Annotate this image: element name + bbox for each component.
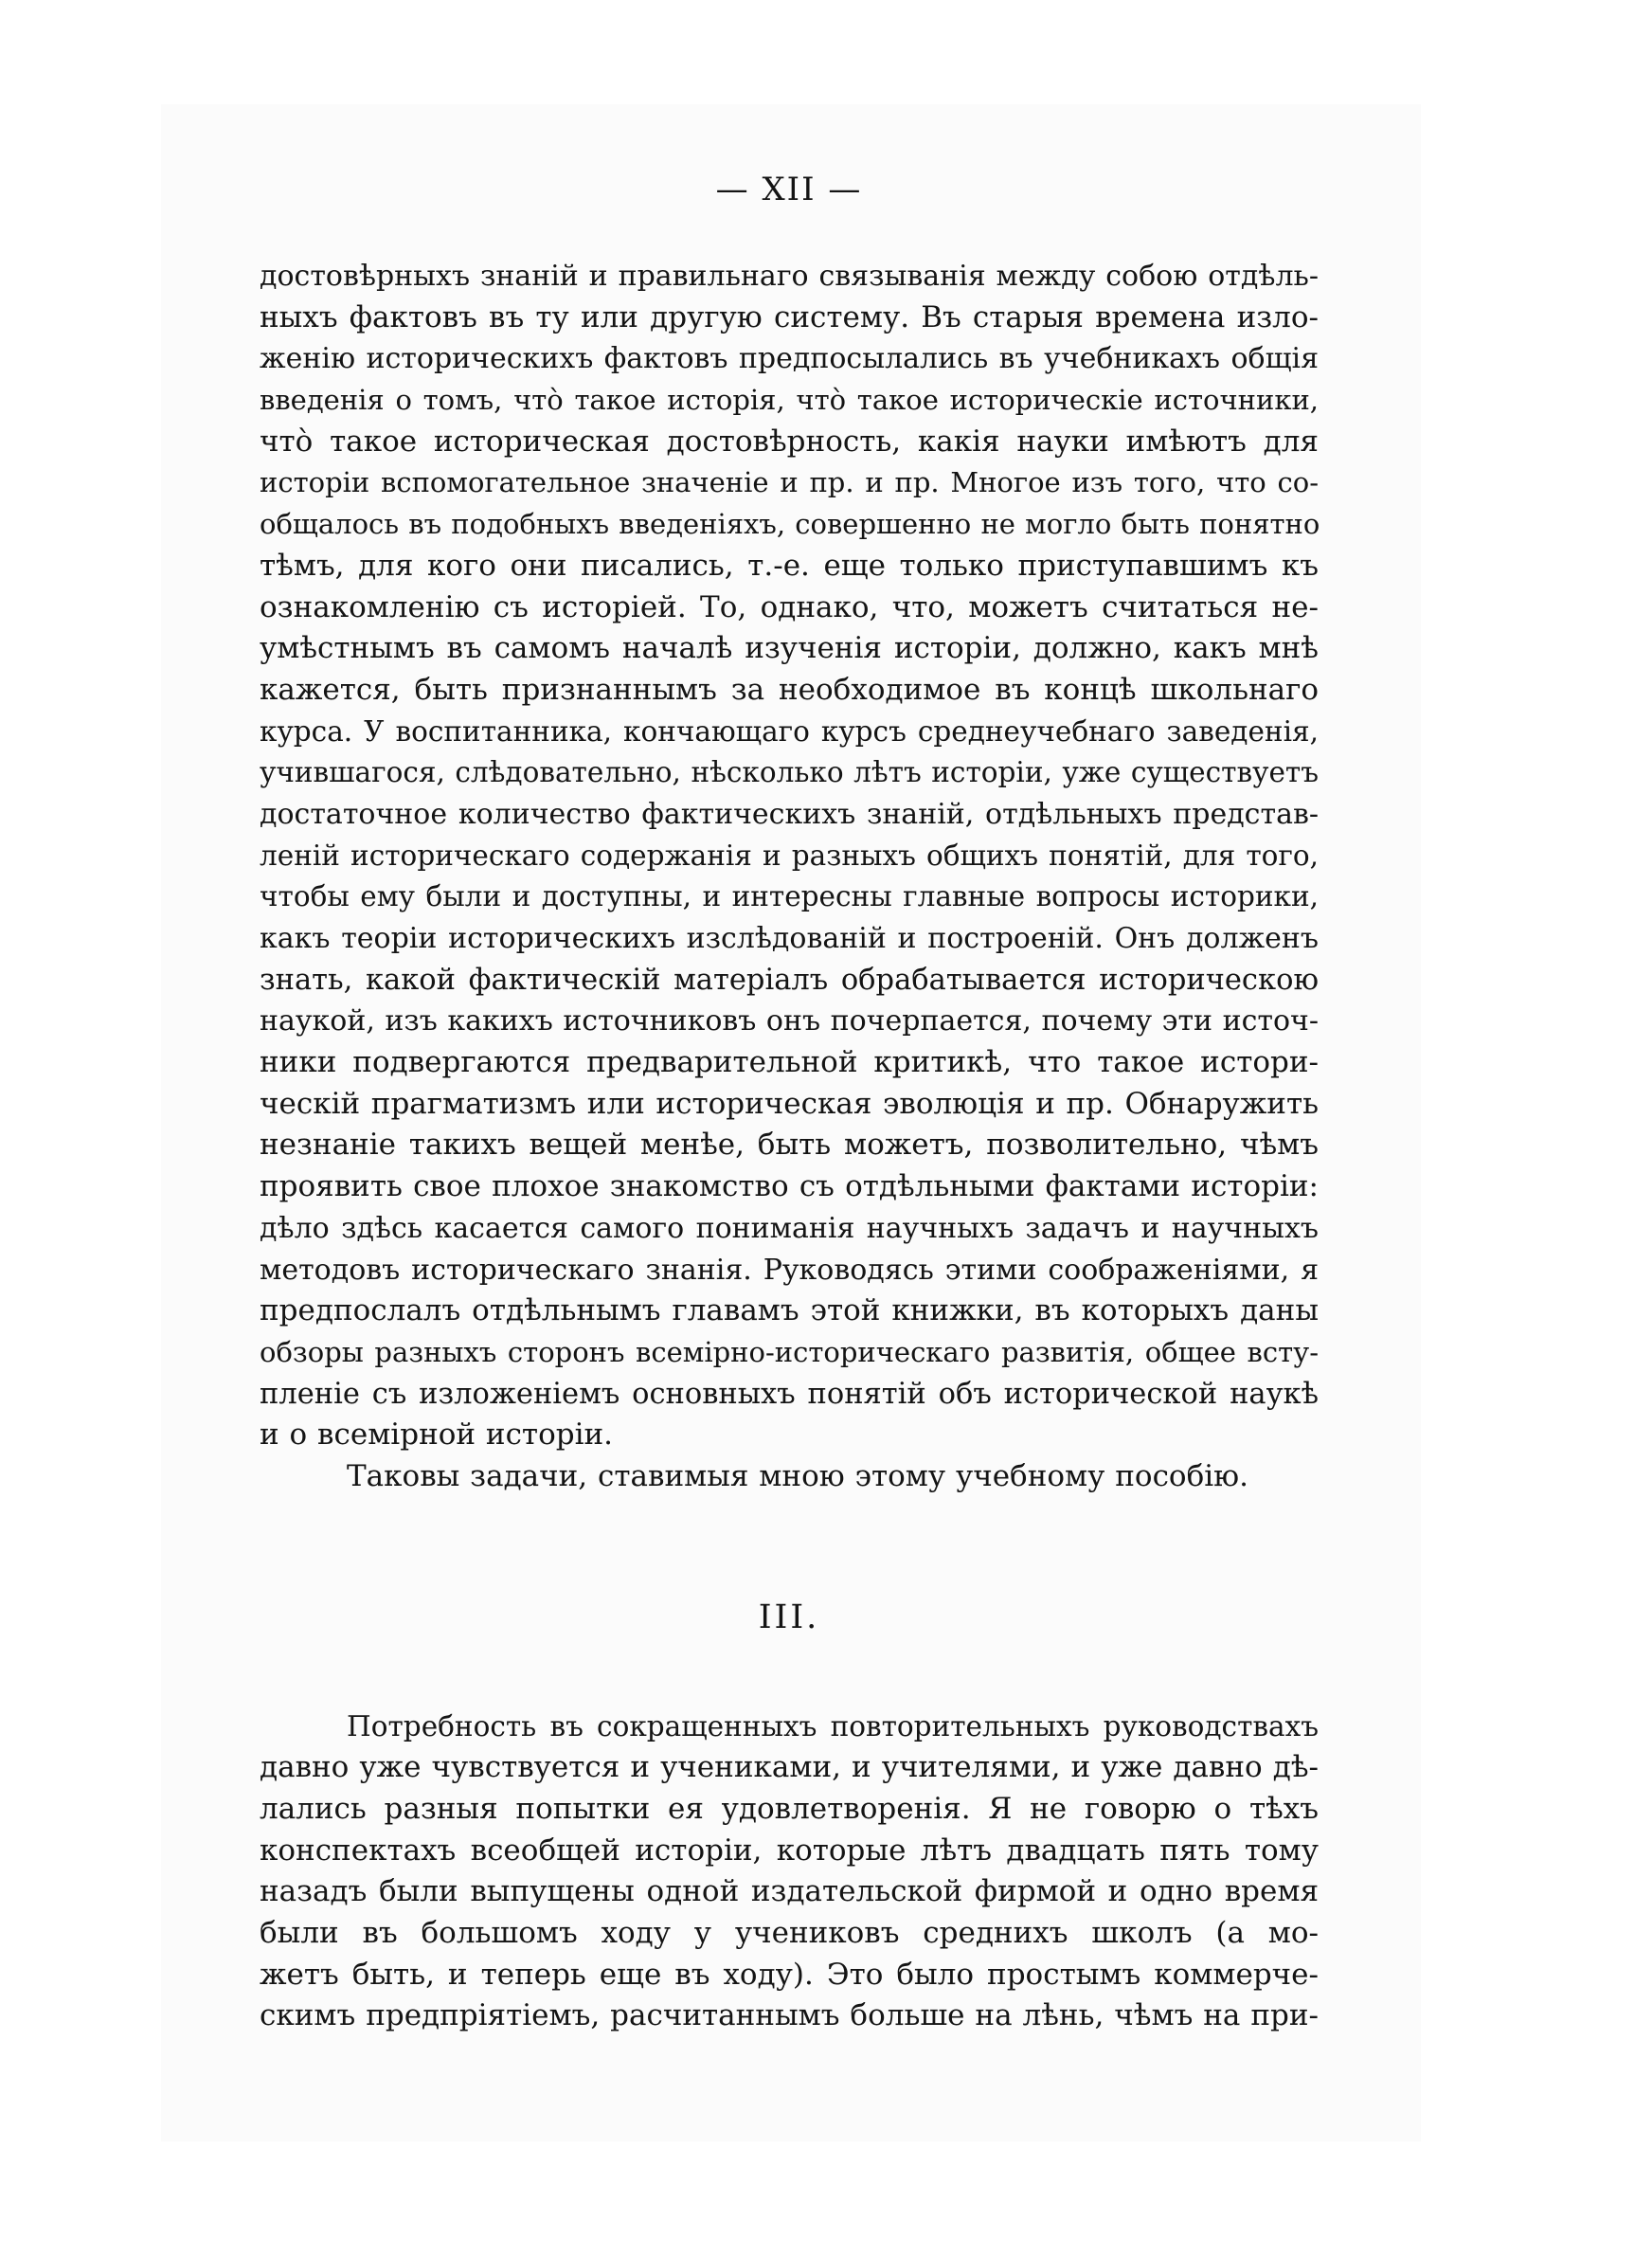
text-line: ныхъ фактовъ въ ту или другую систему. Въ старыя времена изло- — [260, 299, 1319, 334]
text-line: Потребность въ сокращенныхъ повторительныхъ руководствахъ — [347, 1709, 1319, 1742]
text-line: какъ теоріи историческихъ изслѣдованій и построеній. Онъ долженъ — [260, 922, 1319, 955]
page-number-header: — XII — — [715, 171, 863, 208]
text-line: учившагося, слѣдовательно, нѣсколько лѣтъ исторіи, уже существуетъ — [260, 756, 1319, 789]
paragraph-block — [260, 256, 1319, 1498]
text-line: что̀ такое историческая достовѣрность, какія науки имѣютъ для — [260, 424, 1319, 459]
text-line: незнаніе такихъ вещей менѣе, быть можетъ, позволительно, чѣмъ — [260, 1128, 1319, 1163]
text-line: знать, какой фактическій матеріалъ обрабатывается историческою — [260, 963, 1319, 997]
text-line: курса. У воспитанника, кончающаго курсъ среднеучебнаго заведенія, — [260, 714, 1319, 748]
text-line: методовъ историческаго знанія. Руководясь этими соображеніями, я — [260, 1253, 1319, 1287]
section-paragraph — [260, 1706, 1319, 2038]
text-line: конспектахъ всеобщей исторіи, которые лѣтъ двадцать пять тому — [260, 1833, 1319, 1868]
book-page — [260, 161, 1319, 2037]
text-line: ческій прагматизмъ или историческая эволюція и пр. Обнаружить — [260, 1086, 1319, 1121]
text-line: исторіи вспомогательное значеніе и пр. и пр. Многое изъ того, что со- — [260, 466, 1319, 499]
text-line: кажется, быть признаннымъ за необходимое въ концѣ школьнаго — [260, 672, 1319, 707]
text-line: обзоры разныхъ сторонъ всемірно-историческаго развитія, общее всту- — [260, 1335, 1319, 1368]
text-line: тѣмъ, для кого они писались, т.-е. еще только приступавшимъ къ — [260, 548, 1319, 583]
text-line: умѣстнымъ въ самомъ началѣ изученія исторіи, должно, какъ мнѣ — [260, 631, 1319, 666]
text-line: достовѣрныхъ знаній и правильнаго связыванія между собою отдѣль- — [260, 260, 1319, 293]
text-line: скимъ предпріятіемъ, расчитаннымъ больше на лѣнь, чѣмъ на при- — [260, 1998, 1319, 2033]
text-line: дѣло здѣсь касается самого пониманія научныхъ задачъ и научныхъ — [260, 1211, 1319, 1245]
text-line: пленіе съ изложеніемъ основныхъ понятій объ исторической наукѣ — [260, 1377, 1319, 1411]
text-line: чтобы ему были и доступны, и интересны главные вопросы историки, — [260, 880, 1319, 913]
text-line: общалось въ подобныхъ введеніяхъ, совершенно не могло быть понятно — [260, 508, 1320, 541]
text-line: наукой, изъ какихъ источниковъ онъ почерпается, почему эти источ- — [260, 1004, 1319, 1038]
text-line: введенія о томъ, что̀ такое исторія, что̀ такое историческіе источники, — [260, 384, 1319, 417]
text-line: и о всемірной исторіи. — [260, 1417, 614, 1453]
text-line: достаточное количество фактическихъ знаній, отдѣльныхъ представ- — [260, 797, 1319, 831]
section-heading: III. — [758, 1598, 820, 1636]
text-line: проявить свое плохое знакомство съ отдѣльными фактами исторіи: — [260, 1169, 1319, 1204]
text-line: давно уже чувствуется и учениками, и учителями, и уже давно дѣ- — [260, 1750, 1319, 1785]
text-line: ники подвергаются предварительной критикѣ, что такое истори- — [260, 1045, 1319, 1080]
text-line: были въ большомъ ходу у учениковъ среднихъ школъ (а мо- — [260, 1916, 1319, 1951]
text-line: лались разныя попытки ея удовлетворенія. Я не говорю о тѣхъ — [260, 1792, 1319, 1826]
text-line: назадъ были выпущены одной издательской фирмой и одно время — [260, 1874, 1319, 1909]
text-line: женію историческихъ фактовъ предпосылались въ учебникахъ общія — [260, 342, 1319, 376]
text-line: жетъ быть, и теперь еще въ ходу). Это было простымъ коммерче- — [260, 1957, 1319, 1992]
text-line: предпослалъ отдѣльнымъ главамъ этой книжки, въ которыхъ даны — [260, 1293, 1319, 1328]
closing-line: Таковы задачи, ставимыя мною этому учебному пособію. — [347, 1458, 1249, 1493]
text-line: леній историческаго содержанія и разныхъ общихъ понятій, для того, — [260, 839, 1319, 872]
text-line: ознакомленію съ исторіей. То, однако, что, можетъ считаться не- — [260, 589, 1319, 624]
